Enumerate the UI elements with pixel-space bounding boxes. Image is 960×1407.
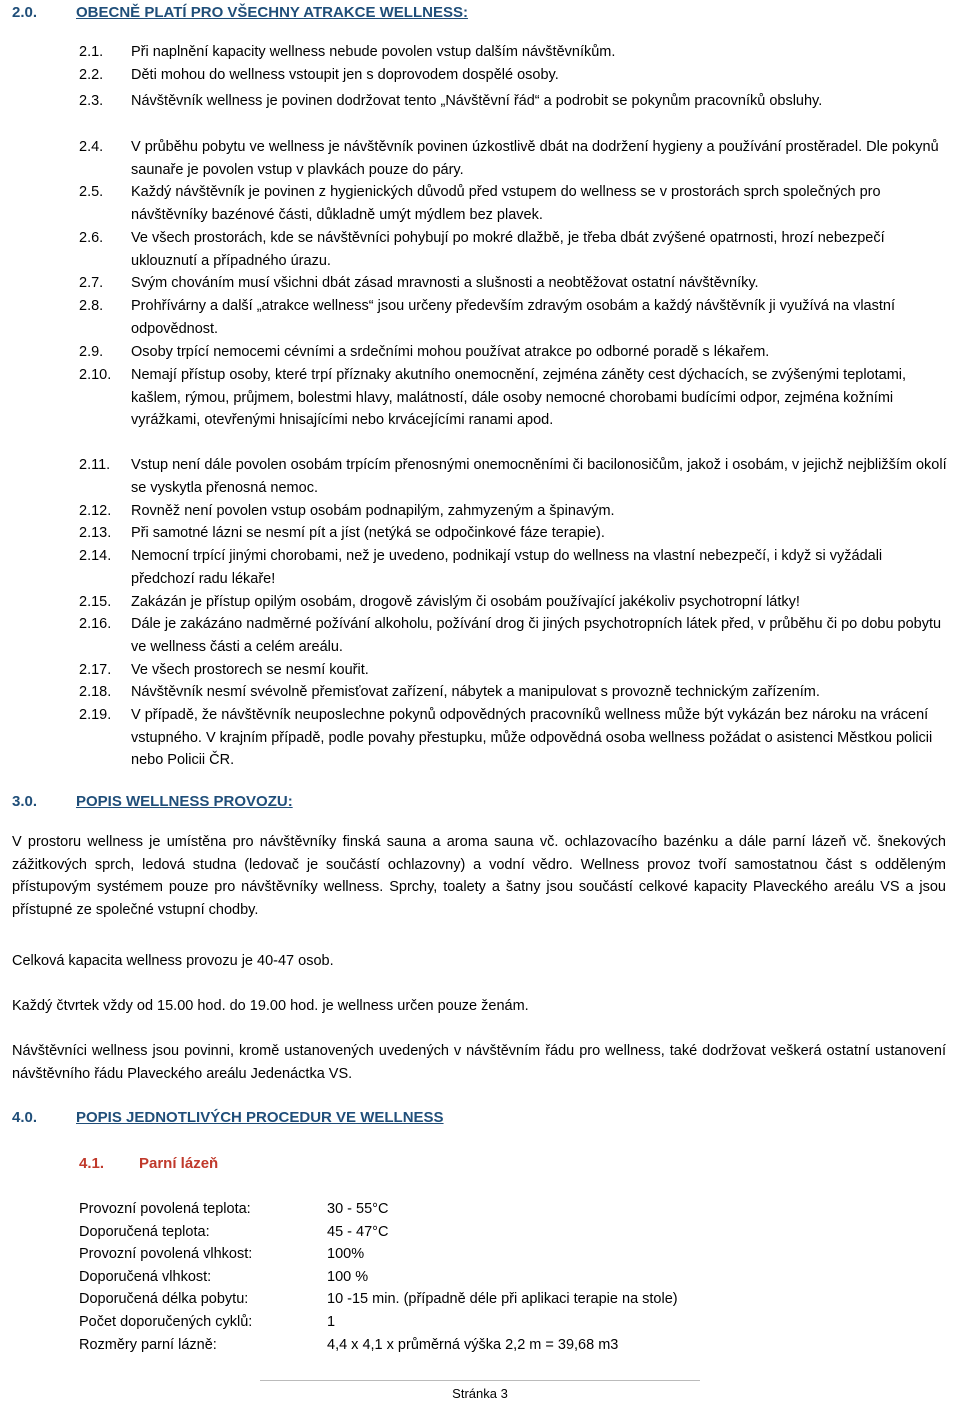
rule-number: 2.17. — [79, 662, 112, 678]
rule-text: Nemocní trpící jinými chorobami, než je uvedeno, podnikají vstup do wellness na vlastní nebezpečí, i když si vyžádali předchozí radu lékaře! — [131, 548, 883, 587]
parameter-value: 100% — [327, 1246, 365, 1263]
rule-number: 2.12. — [79, 503, 112, 519]
rule-number: 2.11. — [79, 457, 111, 473]
rule-text: Prohřívárny a další „atrakce wellness“ jsou určeny především zdravým osobám a každý návštěvník ji využívá na vlastní odpovědnost. — [131, 298, 895, 337]
steam-bath-heading — [79, 1155, 218, 1172]
section-2-number: 2.0. — [12, 4, 38, 21]
parameter-value: 1 — [327, 1313, 336, 1330]
rule-number: 2.14. — [79, 548, 112, 564]
page-footer — [0, 1386, 960, 1401]
rule-number: 2.7. — [79, 275, 104, 291]
rule-text: Při samotné lázni se nesmí pít a jíst (netýká se odpočinkové fáze terapie). — [131, 525, 605, 541]
rule-item — [79, 341, 949, 364]
rule-item — [79, 364, 949, 432]
parameter-label: Doporučená délka pobytu: — [79, 1291, 249, 1308]
steam-bath-number: 4.1. — [79, 1155, 105, 1172]
wellness-description-paragraph: V prostoru wellness je umístěna pro návštěvníky finská sauna a aroma sauna vč. ochlazovacího bazénku a dále parní lázeň vč. šnekových zážitkových sprch, ledová studna (ledovač je součástí ochlazovny) a vodní vědro. Wellness provoz tvoří samostatnou část s odděleným přístupovým systémem pouze pro návštěvníky wellness. Sprchy, toalety a šatny jsou součástí celkové kapacity Plaveckého areálu VS a jsou přístupné ze společné vstupní chodby. — [12, 834, 946, 918]
rule-number: 2.6. — [79, 230, 104, 246]
rule-text: Ve všech prostorech se nesmí kouřit. — [131, 662, 369, 678]
section-2-title: OBECNĚ PLATÍ PRO VŠECHNY ATRAKCE WELLNESS: — [76, 4, 468, 21]
parameter-label: Počet doporučených cyklů: — [79, 1313, 253, 1330]
steam-bath-title: Parní lázeň — [139, 1155, 219, 1172]
rule-number: 2.19. — [79, 707, 112, 723]
section-3-number: 3.0. — [12, 793, 38, 810]
rule-item — [79, 90, 949, 113]
rule-text: Každý návštěvník je povinen z hygienických důvodů před vstupem do wellness se v prostorách sprch společných pro návštěvníky bazénové části, důkladně umýt mýdlem bez plavek. — [131, 184, 881, 223]
rule-item — [79, 681, 949, 704]
page-number: Stránka 3 — [452, 1386, 508, 1401]
section-4-number: 4.0. — [12, 1109, 38, 1126]
parameter-value: 100 % — [327, 1268, 369, 1285]
parameter-label: Provozní povolená teplota: — [79, 1201, 251, 1217]
parameter-value: 10 -15 min. (případně déle při aplikaci terapie na stole) — [327, 1291, 678, 1308]
steam-bath-parameters — [79, 1198, 678, 1356]
rule-text: Vstup není dále povolen osobám trpícím přenosnými onemocněními či bacilonosičům, jakož i osobám, v jejichž nejbližším okolí se vyskytla přenosná nemoc. — [131, 457, 947, 496]
rule-text: V průběhu pobytu ve wellness je návštěvník povinen úzkostlivě dbát na dodržení hygieny a používání prostěradel. Dle pokynů saunaře je povolen vstup v plavkách pouze do páry. — [131, 139, 939, 178]
rule-number: 2.5. — [79, 184, 104, 200]
rule-item — [79, 227, 949, 272]
rule-number: 2.8. — [79, 298, 104, 314]
rule-item — [79, 454, 949, 499]
rule-text: V případě, že návštěvník neuposlechne pokynů odpovědných pracovníků wellness může být vykázán bez nároku na vrácení vstupného. V krajním případě, podle povahy přestupku, může odpovědná osoba wellness požádat o asistenci Městkou policii nebo Policii ČR. — [131, 707, 933, 769]
rule-text: Rovněž není povolen vstup osobám podnapilým, zahmyzeným a špinavým. — [131, 503, 615, 519]
section-3-title: POPIS WELLNESS PROVOZU: — [76, 793, 293, 810]
rule-item — [79, 272, 949, 295]
rule-text: Dále je zakázáno nadměrné požívání alkoholu, požívání drog či jiných psychotropních látek před, v průběhu či po dobu pobytu ve wellness části a celém areálu. — [131, 616, 942, 655]
rule-number: 2.2. — [79, 67, 104, 83]
rule-item — [79, 659, 949, 682]
parameter-label: Doporučená teplota: — [79, 1223, 210, 1240]
rule-item — [79, 136, 949, 181]
parameter-row — [79, 1288, 678, 1311]
rule-number: 2.13. — [79, 525, 112, 541]
rule-text: Nemají přístup osoby, které trpí příznaky akutního onemocnění, zejména záněty cest dýchacích, se zvýšenými teplotami, kašlem, rýmou, průjmem, bolestmi hlavy, malátností, dále osoby nemocné chorobami budícími odpor, zejména kožními vyrážkami, otevřenými hnisajícími nebo krvácejícími ranami apod. — [131, 367, 907, 429]
parameter-row — [79, 1311, 678, 1334]
rule-item — [79, 295, 949, 340]
rule-number: 2.16. — [79, 616, 112, 632]
section-2-heading — [12, 4, 468, 21]
rule-number: 2.3. — [79, 93, 104, 109]
rule-item — [79, 64, 949, 87]
rule-number: 2.10. — [79, 367, 112, 383]
rule-text: Osoby trpící nemocemi cévními a srdečními mohou používat atrakce po odborné poradě s lékařem. — [131, 344, 770, 360]
rule-number: 2.15. — [79, 594, 112, 610]
parameter-label: Doporučená vlhkost: — [79, 1268, 212, 1285]
women-only-paragraph: Každý čtvrtek vždy od 15.00 hod. do 19.00 hod. je wellness určen pouze ženám. — [12, 998, 529, 1014]
rule-number: 2.18. — [79, 684, 112, 700]
rule-text: Návštěvník nesmí svévolně přemisťovat zařízení, nábytek a manipulovat s provozně technickým zařízením. — [131, 684, 820, 700]
rule-text: Svým chováním musí všichni dbát zásad mravnosti a slušnosti a neobtěžovat ostatní návštěvníky. — [131, 275, 759, 291]
rule-item — [79, 181, 949, 226]
rule-text: Děti mohou do wellness vstoupit jen s doprovodem dospělé osoby. — [131, 67, 559, 83]
section-3-heading — [12, 793, 293, 810]
parameter-row — [79, 1243, 678, 1266]
parameter-label: Provozní povolená vlhkost: — [79, 1246, 253, 1263]
rule-text: Při naplnění kapacity wellness nebude povolen vstup dalším návštěvníkům. — [131, 44, 616, 60]
parameter-value: 4,4 x 4,1 x průměrná výška 2,2 m = 39,68 m3 — [327, 1336, 619, 1353]
section-4-heading — [12, 1109, 444, 1126]
parameter-value: 30 - 55°C — [327, 1201, 389, 1217]
section-4-title: POPIS JEDNOTLIVÝCH PROCEDUR VE WELLNESS — [76, 1109, 444, 1126]
footer-divider — [260, 1380, 700, 1381]
rule-text: Zakázán je přístup opilým osobám, drogově závislým či osobám používající jakékoliv psychotropní látky! — [131, 594, 800, 610]
parameter-row — [79, 1334, 678, 1357]
parameter-row — [79, 1221, 678, 1244]
parameter-label: Rozměry parní lázně: — [79, 1336, 217, 1353]
rule-item — [79, 545, 949, 590]
capacity-paragraph: Celková kapacita wellness provozu je 40-47 osob. — [12, 953, 334, 969]
obligations-paragraph: Návštěvníci wellness jsou povinni, kromě ustanovených uvedených v návštěvním řádu pro wellness, také dodržovat veškerá ostatní ustanovení návštěvního řádu Plaveckého areálu Jedenáctka VS. — [12, 1043, 946, 1082]
parameter-value: 45 - 47°C — [327, 1223, 389, 1240]
rule-number: 2.9. — [79, 344, 104, 360]
rule-item — [79, 500, 949, 523]
parameter-row — [79, 1266, 678, 1289]
parameter-row — [79, 1198, 678, 1221]
rule-item — [79, 591, 949, 614]
rule-item — [79, 613, 949, 658]
rule-number: 2.4. — [79, 139, 104, 155]
rule-item — [79, 41, 949, 64]
rule-text: Ve všech prostorách, kde se návštěvníci pohybují po mokré dlažbě, je třeba dbát zvýšené opatrnosti, hrozí nebezpečí uklouznutí a případného úrazu. — [131, 230, 885, 269]
rule-item — [79, 522, 949, 545]
rule-number: 2.1. — [79, 44, 104, 60]
rule-item — [79, 704, 949, 772]
rule-text: Návštěvník wellness je povinen dodržovat tento „Návštěvní řád“ a podrobit se pokynům pracovníků obsluhy. — [131, 93, 823, 109]
